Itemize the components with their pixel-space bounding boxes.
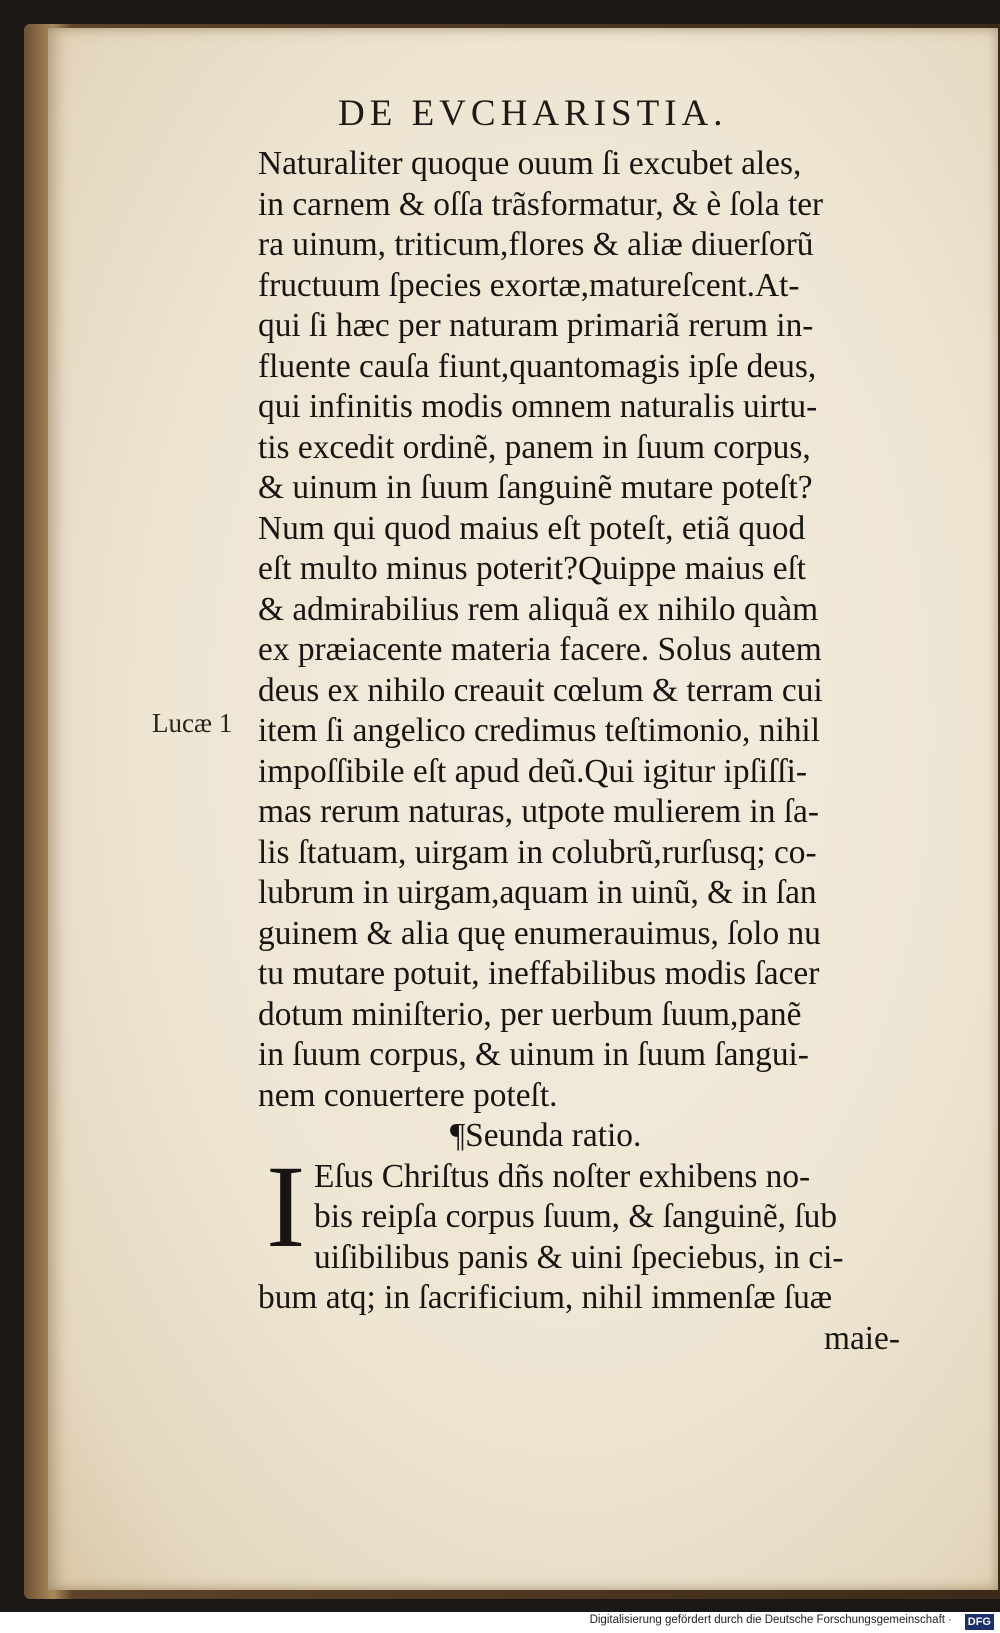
text-line: uiſibilibus panis & uini ſpeciebus, in ci‑ [314, 1238, 844, 1276]
text-line: guinem & alia quę enumerauimus, ſolo nu [258, 914, 821, 952]
margin-note: Lucæ 1 [152, 708, 233, 738]
text-line: dotum miniſterio, per uerbum ſuum,panẽ [258, 995, 802, 1033]
text-line: in carnem & oſſa trãsformatur, & è ſola ter [258, 185, 824, 223]
running-head: DE EVCHARISTIA. [338, 93, 728, 134]
text-line: mas rerum naturas, utpote mulierem in ſa‑ [258, 793, 819, 830]
text-line: Num qui quod maius eſt poteſt, etiã quod [258, 509, 806, 547]
text-line: lis ſtatuam, uirgam in colubrũ,rurſusq; co‑ [258, 833, 817, 871]
text-line: in ſuum corpus, & uinum in ſuum ſangui‑ [258, 1036, 809, 1073]
text-line: deus ex nihilo creauit cœlum & terram cui [258, 671, 823, 709]
text-line: tu mutare potuit, ineffabilibus modis ſacer [258, 955, 820, 992]
text-line: bis reipſa corpus ſuum, & ſanguinẽ, ſub [314, 1198, 838, 1235]
text-line: lubrum in uirgam,aquam in uinũ, & in ſan [258, 874, 817, 911]
text-line: nem conuertere poteſt. [258, 1076, 558, 1114]
text-line: qui ſi hæc per naturam primariã rerum in‑ [258, 307, 814, 344]
text-line: Eſus Chriſtus dñs noſter exhibens no‑ [314, 1157, 811, 1195]
text-line: item ſi angelico credimus teſtimonio, nihil [258, 712, 820, 749]
text-line: eſt multo minus poterit?Quippe maius eſt [258, 550, 807, 587]
text-line: fluente cauſa fiunt,quantomagis ipſe deus, [258, 347, 817, 385]
text-line: tis excedit ordinẽ, panem in ſuum corpus, [258, 428, 811, 466]
text-line: & uinum in ſuum ſanguinẽ mutare poteſt? [258, 469, 813, 506]
section-heading: ¶Seunda ratio. [450, 1117, 642, 1154]
catchword: maie‑ [823, 1319, 900, 1357]
text-line: bum atq; in ſacrificium, nihil immenſæ ſuæ [258, 1279, 833, 1316]
text-line: & admirabilius rem aliquã ex nihilo quàm [258, 590, 819, 628]
text-block [258, 144, 918, 1359]
text-line: Naturaliter quoque ouum ſi excubet ales, [258, 145, 802, 182]
footer-credit: Digitalisierung gefördert durch die Deutsche Forschungsgemeinschaft · [589, 1614, 952, 1626]
text-line: fructuum ſpecies exortæ,matureſcent.At‑ [258, 266, 800, 304]
text-line: qui infinitis modis omnem naturalis uirtu‑ [258, 388, 818, 425]
drop-cap-initial: I [266, 1141, 306, 1272]
text-line: ra uinum, triticum,flores & aliæ diuerſorũ [258, 226, 814, 263]
text-line: ex præiacente materia facere. Solus autem [258, 631, 822, 668]
text-line: impoſſibile eſt apud deũ.Qui igitur ipſiſſi‑ [258, 752, 808, 790]
dfg-logo: DFG [965, 1614, 994, 1630]
